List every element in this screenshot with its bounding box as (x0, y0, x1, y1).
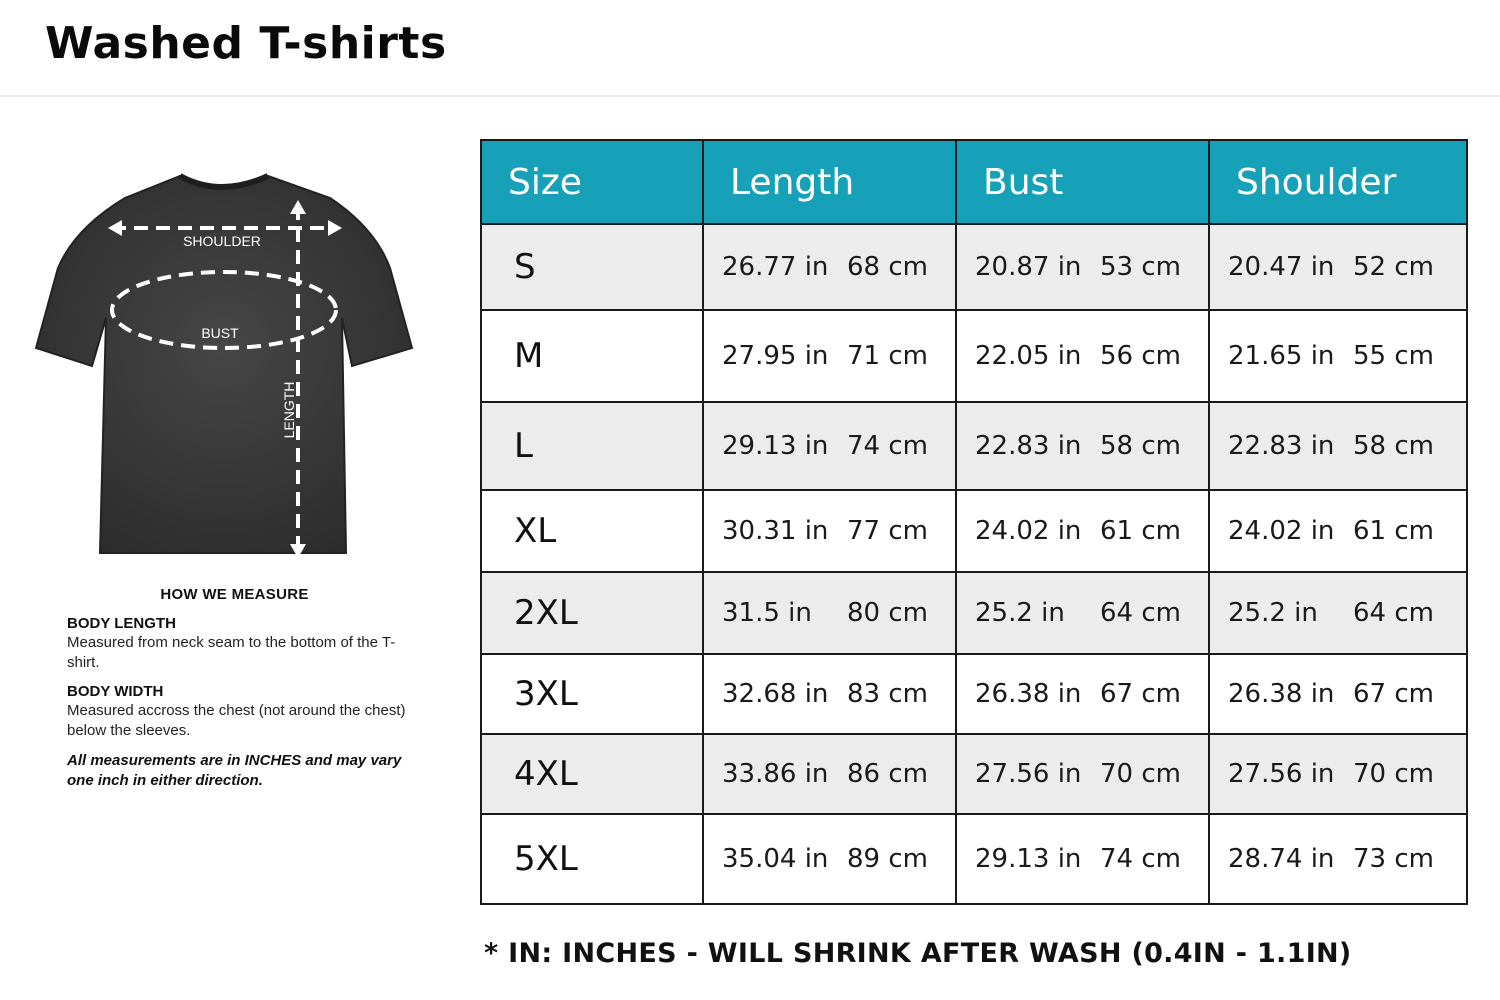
shoulder-cell (1209, 654, 1467, 734)
length-inches: 31.5 in (722, 598, 812, 628)
shrink-footnote: * IN: INCHES - WILL SHRINK AFTER WASH (0.4IN - 1.1IN) (484, 938, 1352, 969)
shoulder-inches: 26.38 in (1228, 679, 1335, 709)
page-title: Washed T-shirts (45, 18, 447, 69)
shoulder-cell (1209, 490, 1467, 572)
shoulder-centimeters: 67 cm (1353, 679, 1434, 709)
length-cell (703, 572, 956, 654)
table-row (481, 572, 1467, 654)
length-inches: 35.04 in (722, 844, 829, 874)
shoulder-cell (1209, 734, 1467, 814)
bust-cell (956, 814, 1209, 904)
header-bust: Bust (956, 140, 1209, 224)
bust-inches: 25.2 in (975, 598, 1065, 628)
shoulder-cell (1209, 572, 1467, 654)
size-cell: 3XL (481, 654, 703, 734)
header-shoulder: Shoulder (1209, 140, 1467, 224)
shoulder-centimeters: 64 cm (1353, 598, 1434, 628)
body-width-title: BODY WIDTH (67, 683, 164, 700)
length-inches: 27.95 in (722, 341, 829, 371)
bust-inches: 29.13 in (975, 844, 1082, 874)
size-cell: L (481, 402, 703, 490)
length-label: LENGTH (281, 381, 297, 439)
length-cell (703, 310, 956, 402)
bust-cell (956, 734, 1209, 814)
length-cell (703, 402, 956, 490)
bust-inches: 26.38 in (975, 679, 1082, 709)
bust-centimeters: 61 cm (1100, 516, 1181, 546)
bust-inches: 22.83 in (975, 431, 1082, 461)
length-cell (703, 490, 956, 572)
bust-cell (956, 402, 1209, 490)
bust-cell (956, 654, 1209, 734)
length-cell (703, 814, 956, 904)
length-inches: 33.86 in (722, 759, 829, 789)
shoulder-cell (1209, 402, 1467, 490)
table-row (481, 654, 1467, 734)
table-row (481, 734, 1467, 814)
shoulder-inches: 22.83 in (1228, 431, 1335, 461)
bust-centimeters: 74 cm (1100, 844, 1181, 874)
shoulder-inches: 25.2 in (1228, 598, 1318, 628)
shoulder-centimeters: 70 cm (1353, 759, 1434, 789)
bust-centimeters: 64 cm (1100, 598, 1181, 628)
length-centimeters: 89 cm (847, 844, 928, 874)
size-cell: 5XL (481, 814, 703, 904)
size-cell: S (481, 224, 703, 310)
length-centimeters: 71 cm (847, 341, 928, 371)
tshirt-illustration (30, 168, 420, 568)
shoulder-inches: 21.65 in (1228, 341, 1335, 371)
length-inches: 30.31 in (722, 516, 829, 546)
shoulder-label: SHOULDER (183, 233, 261, 249)
bust-centimeters: 58 cm (1100, 431, 1181, 461)
bust-inches: 20.87 in (975, 252, 1082, 282)
length-cell (703, 654, 956, 734)
length-centimeters: 77 cm (847, 516, 928, 546)
size-cell: M (481, 310, 703, 402)
table-row (481, 490, 1467, 572)
header-length: Length (703, 140, 956, 224)
bust-centimeters: 70 cm (1100, 759, 1181, 789)
shoulder-centimeters: 55 cm (1353, 341, 1434, 371)
shoulder-inches: 27.56 in (1228, 759, 1335, 789)
notes-heading: HOW WE MEASURE (160, 586, 309, 603)
shoulder-centimeters: 58 cm (1353, 431, 1434, 461)
shoulder-inches: 28.74 in (1228, 844, 1335, 874)
header-size: Size (481, 140, 703, 224)
title-divider (0, 95, 1500, 97)
bust-inches: 27.56 in (975, 759, 1082, 789)
shoulder-inches: 20.47 in (1228, 252, 1335, 282)
table-row (481, 224, 1467, 310)
body-width-text: Measured accross the chest (not around the chest) below the sleeves. (67, 702, 406, 739)
table-header-row (481, 140, 1467, 224)
body-length-text: Measured from neck seam to the bottom of the T-shirt. (67, 634, 396, 671)
bust-centimeters: 56 cm (1100, 341, 1181, 371)
table-row (481, 310, 1467, 402)
length-cell (703, 224, 956, 310)
length-centimeters: 86 cm (847, 759, 928, 789)
length-centimeters: 83 cm (847, 679, 928, 709)
table-row (481, 402, 1467, 490)
bust-cell (956, 490, 1209, 572)
length-inches: 32.68 in (722, 679, 829, 709)
length-cell (703, 734, 956, 814)
measure-notes (67, 586, 437, 791)
bust-centimeters: 53 cm (1100, 252, 1181, 282)
measure-disclaimer: All measurements are in INCHES and may vary one inch in either direction. (67, 752, 402, 789)
shoulder-cell (1209, 814, 1467, 904)
length-centimeters: 74 cm (847, 431, 928, 461)
shoulder-inches: 24.02 in (1228, 516, 1335, 546)
size-cell: XL (481, 490, 703, 572)
shoulder-centimeters: 73 cm (1353, 844, 1434, 874)
shoulder-cell (1209, 310, 1467, 402)
size-cell: 4XL (481, 734, 703, 814)
shoulder-centimeters: 61 cm (1353, 516, 1434, 546)
size-cell: 2XL (481, 572, 703, 654)
bust-label: BUST (201, 325, 239, 341)
length-inches: 26.77 in (722, 252, 829, 282)
length-inches: 29.13 in (722, 431, 829, 461)
shoulder-centimeters: 52 cm (1353, 252, 1434, 282)
bust-cell (956, 224, 1209, 310)
bust-inches: 24.02 in (975, 516, 1082, 546)
table-row (481, 814, 1467, 904)
shoulder-cell (1209, 224, 1467, 310)
table-body (481, 224, 1467, 904)
bust-inches: 22.05 in (975, 341, 1082, 371)
length-centimeters: 68 cm (847, 252, 928, 282)
bust-cell (956, 572, 1209, 654)
length-centimeters: 80 cm (847, 598, 928, 628)
bust-centimeters: 67 cm (1100, 679, 1181, 709)
body-length-title: BODY LENGTH (67, 615, 176, 632)
bust-cell (956, 310, 1209, 402)
size-chart-table (480, 139, 1468, 905)
